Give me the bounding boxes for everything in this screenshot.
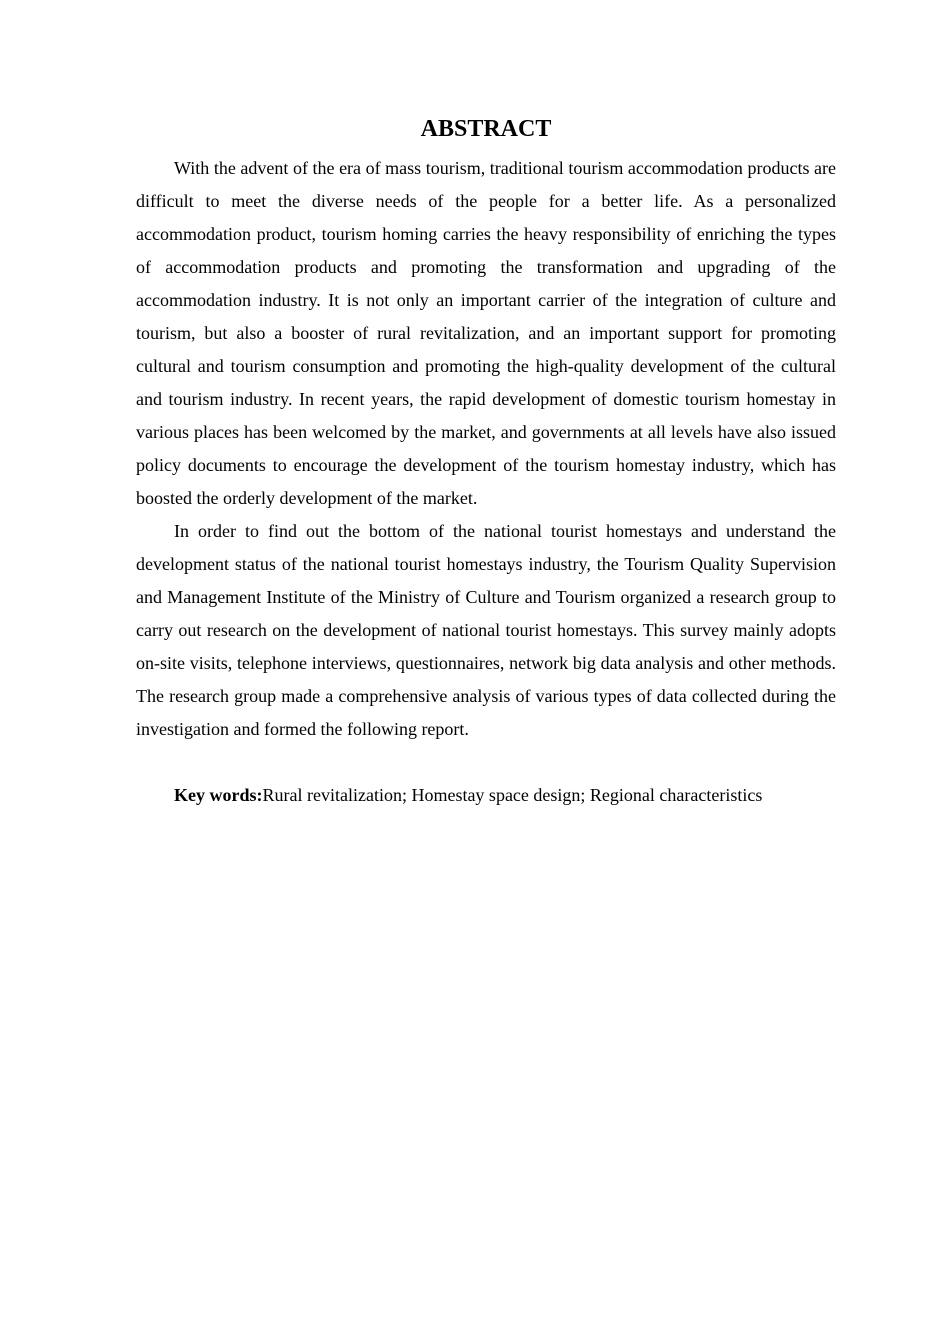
abstract-section: [136, 112, 836, 812]
keywords-label: Key words:: [174, 785, 263, 805]
abstract-title: ABSTRACT: [420, 116, 552, 142]
abstract-paragraph-2: In order to find out the bottom of the national tourist homestays and understand the development status of the national tourist homestays industry, the Tourism Quality Supervision and Management Institute of the Ministry of Culture and Tourism organized a research group to carry out research on the development of national tourist homestays. This survey mainly adopts on-site visits, telephone interviews, questionnaires, network big data analysis and other methods. The research group made a comprehensive analysis of various types of data collected during the investigation and formed the following report.: [136, 521, 836, 739]
keywords-text: Rural revitalization; Homestay space design; Regional characteristics: [262, 785, 763, 805]
abstract-paragraph-1: With the advent of the era of mass tourism, traditional tourism accommodation products are difficult to meet the diverse needs of the people for a better life. As a personalized accommodation product, tourism homing carries the heavy responsibility of enriching the types of accommodation products and promoting the transformation and upgrading of the accommodation industry. It is not only an important carrier of the integration of culture and tourism, but also a booster of rural revitalization, and an important support for promoting cultural and tourism consumption and promoting the high-quality development of the cultural and tourism industry. In recent years, the rapid development of domestic tourism homestay in various places has been welcomed by the market, and governments at all levels have also issued policy documents to encourage the development of the tourism homestay industry, which has boosted the orderly development of the market.: [136, 158, 836, 508]
keywords-line: [136, 779, 836, 812]
